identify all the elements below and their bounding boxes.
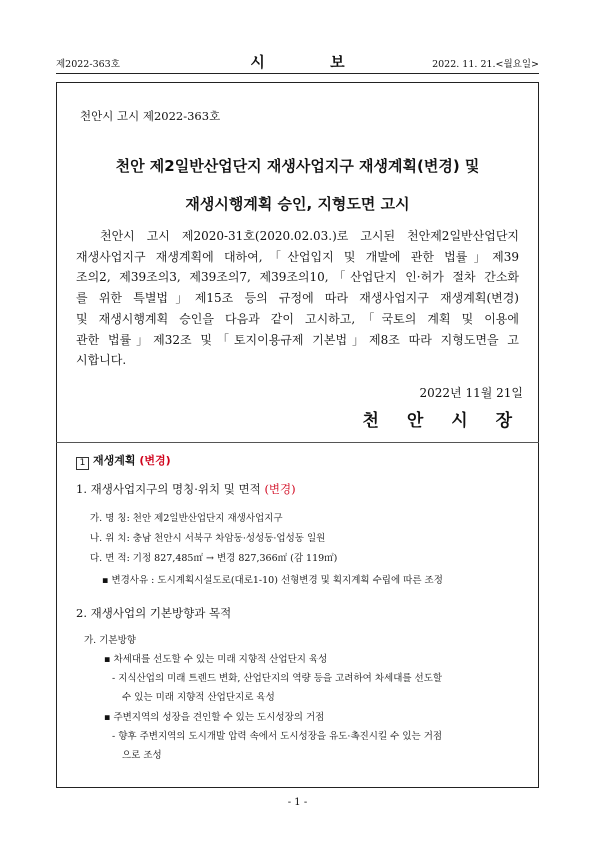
title-line-1: 천안 제2일반산업단지 재생사업지구 재생계획(변경) 및 <box>115 157 480 175</box>
list-item: 나. 위 치: 충남 천안시 서북구 차암동·성성동·업성동 일원 <box>90 533 326 544</box>
body-line: 재생사업지구 재생계획에 대하여,「산업입지 및 개발에 관한 법률」제39 <box>76 249 519 264</box>
body-line: 천안시 고시 제2020-31호(2020.02.03.)로 고시된 천안제2일반산업단지 <box>100 229 519 243</box>
bullet-item: ▪ 차세대를 선도할 수 있는 미래 지향적 산업단지 육성 <box>104 654 328 665</box>
bullet-detail: 수 있는 미래 지향적 산업단지로 육성 <box>122 692 275 703</box>
gazette-title: 시 보 <box>250 53 375 71</box>
list-item: 다. 면 적: 기정 827,485㎡ → 변경 827,366㎡ (감 119㎡) <box>90 553 338 564</box>
body-line: 관한 법률」제32조 및「토지이용규제 기본법」제8조 따라 지형도면을 고 <box>76 332 519 347</box>
page-header <box>56 50 539 72</box>
notice-body <box>76 226 519 371</box>
subsection-change-tag: (변경) <box>264 482 296 496</box>
list-item: 가. 명 칭: 천안 제2일반산업단지 재생사업지구 <box>90 513 283 524</box>
body-line: 를 위한 특별법」제15조 등의 규정에 따라 재생사업지구 재생계획(변경) <box>76 291 519 306</box>
subsection-2a-heading: 가. 기본방향 <box>84 635 136 646</box>
issue-number: 제2022-363호 <box>56 59 120 70</box>
section-1-heading <box>76 452 171 470</box>
subsection-2-heading: 2. 재생사업의 기본방향과 목적 <box>76 606 232 620</box>
header-divider <box>56 73 539 74</box>
bullet-detail: 으로 조성 <box>122 750 162 761</box>
signer: 천 안 시 장 <box>362 411 523 431</box>
page-number: - 1 - <box>287 797 308 808</box>
subsection-1-heading <box>76 481 296 497</box>
section-change-tag: (변경) <box>139 454 171 467</box>
section-divider <box>56 442 539 443</box>
change-reason: ▪ 변경사유 : 도시계획시설도로(대로1-10) 선형변경 및 획지계획 수립에 따른 조정 <box>102 575 443 586</box>
subsection-title: 1. 재생사업지구의 명칭·위치 및 면적 <box>76 482 261 496</box>
issue-date: 2022. 11. 21.<월요일> <box>432 59 539 70</box>
bullet-detail: - 지식산업의 미래 트렌드 변화, 산업단지의 역량 등을 고려하여 차세대를 선도할 <box>112 673 443 684</box>
sign-date: 2022년 11월 21일 <box>419 386 523 400</box>
title-line-2: 재생시행계획 승인, 지형도면 고시 <box>185 195 410 213</box>
section-number-box: 1 <box>76 457 89 470</box>
notice-number: 천안시 고시 제2022-363호 <box>80 109 221 123</box>
body-line: 시합니다. <box>76 353 127 368</box>
body-line: 조의2, 제39조의3, 제39조의7, 제39조의10,「산업단지 인·허가 절차 간소화 <box>76 270 519 285</box>
bullet-item: ▪ 주변지역의 성장을 견인할 수 있는 도시성장의 거점 <box>104 712 325 723</box>
body-line: 및 재생시행계획 승인을 다음과 같이 고시하고,「국토의 계획 및 이용에 <box>76 311 519 326</box>
section-title: 재생계획 <box>93 454 136 467</box>
bullet-detail: - 향후 주변지역의 도시개발 압력 속에서 도시성장을 유도·촉진시킬 수 있는 거점 <box>112 731 443 742</box>
